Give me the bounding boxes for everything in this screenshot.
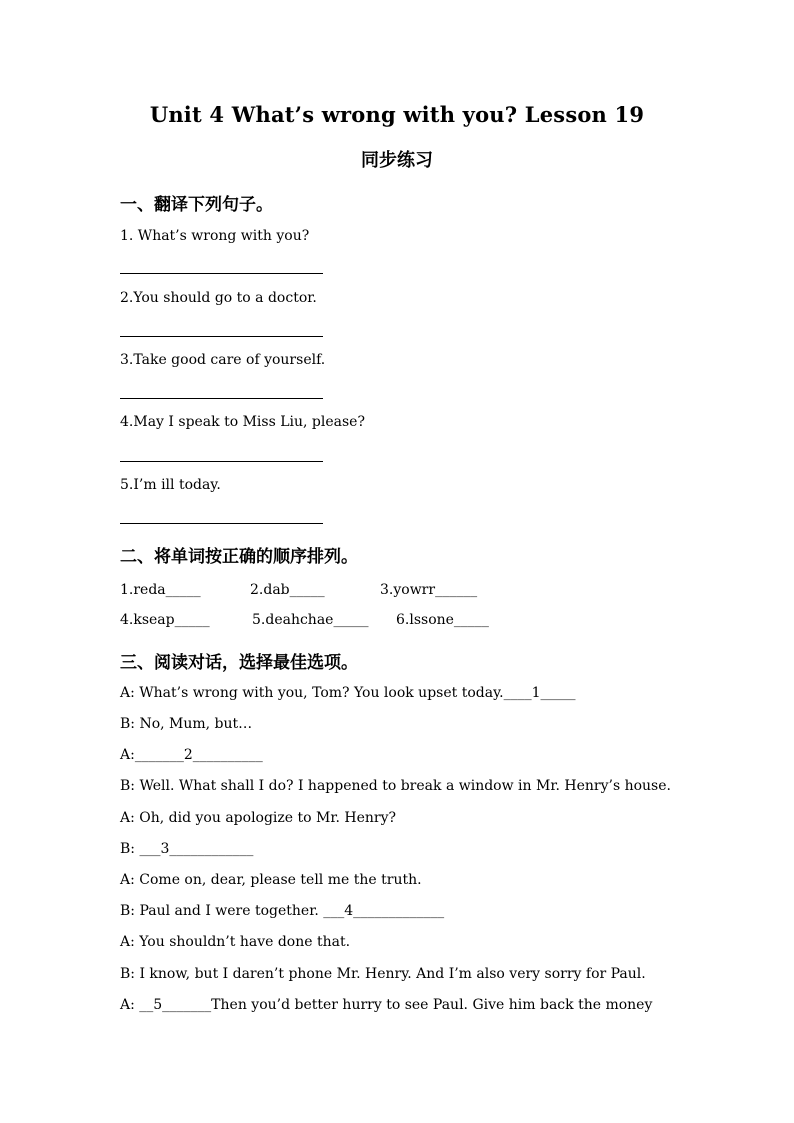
scramble-item-3: 3.yowrr______ (380, 582, 478, 598)
dialogue-line-6: B: ___3____________ (120, 841, 254, 857)
section1-heading: 一、翻译下列句子。 (120, 195, 273, 215)
section2-heading: 二、将单词按正确的顺序排列。 (120, 547, 358, 567)
scramble-item-6: 6.lssone_____ (396, 612, 489, 628)
answer-line-2[interactable] (120, 336, 323, 337)
dialogue-line-11: A: __5_______Then you’d better hurry to see Paul. Give him back the money (120, 997, 653, 1013)
translate-item-5: 5.I’m ill today. (120, 477, 221, 493)
dialogue-line-8: B: Paul and I were together. ___4_____________ (120, 903, 445, 919)
translate-item-1: 1. What’s wrong with you? (120, 228, 310, 244)
dialogue-line-5: A: Oh, did you apologize to Mr. Henry? (120, 810, 397, 826)
dialogue-line-10: B: I know, but I daren’t phone Mr. Henry. And I’m also very sorry for Paul. (120, 966, 646, 982)
answer-line-5[interactable] (120, 523, 323, 524)
dialogue-line-7: A: Come on, dear, please tell me the truth. (120, 872, 422, 888)
translate-item-4: 4.May I speak to Miss Liu, please? (120, 414, 365, 430)
translate-item-2: 2.You should go to a doctor. (120, 290, 317, 306)
dialogue-line-9: A: You shouldn’t have done that. (120, 934, 351, 950)
translate-item-3: 3.Take good care of yourself. (120, 352, 326, 368)
answer-line-1[interactable] (120, 273, 323, 274)
scramble-item-4: 4.kseap_____ (120, 612, 210, 628)
scramble-item-5: 5.deahchae_____ (252, 612, 369, 628)
scramble-item-2: 2.dab_____ (250, 582, 325, 598)
answer-line-4[interactable] (120, 461, 323, 462)
section3-heading: 三、阅读对话，选择最佳选项。 (120, 653, 358, 673)
dialogue-line-3: A:_______2__________ (120, 747, 263, 763)
scramble-item-1: 1.reda_____ (120, 582, 201, 598)
page-title: Unit 4 What’s wrong with you? Lesson 19 (149, 102, 645, 127)
dialogue-line-4: B: Well. What shall I do? I happened to break a window in Mr. Henry’s house. (120, 778, 671, 794)
dialogue-line-1: A: What’s wrong with you, Tom? You look upset today.____1_____ (120, 685, 576, 701)
page-subtitle: 同步练习 (361, 150, 433, 171)
dialogue-line-2: B: No, Mum, but… (120, 716, 253, 732)
answer-line-3[interactable] (120, 398, 323, 399)
